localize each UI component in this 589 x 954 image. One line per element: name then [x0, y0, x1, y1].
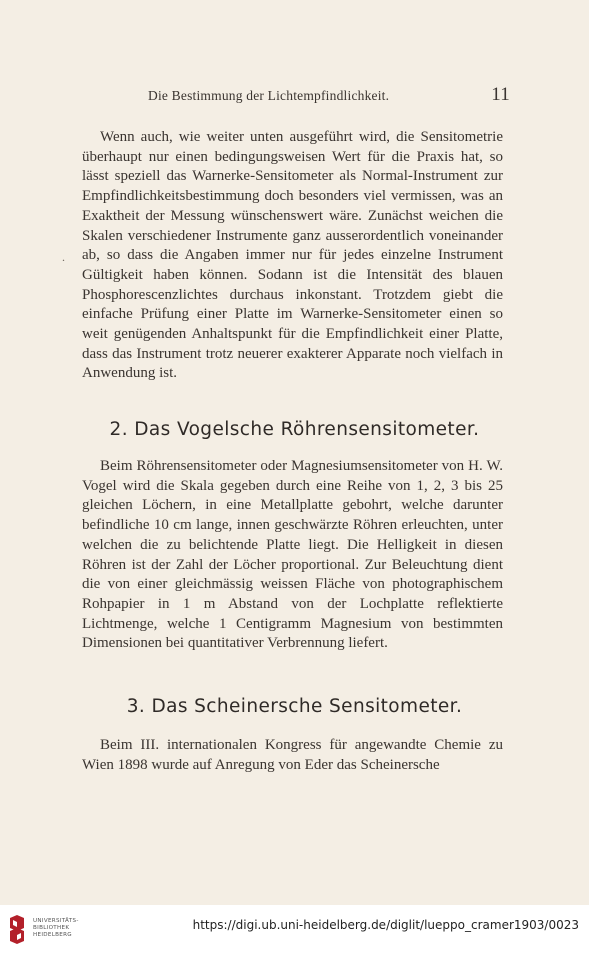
library-logo-icon[interactable] [8, 915, 27, 945]
paragraph-scheiner [82, 736, 503, 775]
paragraph-2-text: Beim Röhrensensitometer oder Magnesiumsensitometer von H. W. Vogel wird die Skala gegeben durch eine Reihe von 1, 2, 3 bis 25 gleichen Löchern, in eine Metallplatte gebohrt, welche darunter befindliche 10 cm lange, innen geschwärzte Röhren erleuchten, unter welchen die zu belichtende Platte liegt. Die Helligkeit in diesen Röhren ist der Zahl der Löcher proportional. Zur Beleuchtung dient die von einer gleichmässig weissen Fläche von photographischem Rohpapier in 1 m Abstand von der Lochplatte reflektierte Lichtmenge, welche 1 Centigramm Magnesium von bestimmten Dimensionen bei quantitativer Verbrennung liefert. [82, 458, 503, 652]
library-logo-text [33, 918, 79, 939]
section-heading-vogel: 2. Das Vogelsche Röhrensensitometer. [109, 419, 480, 440]
paragraph-warnerke [82, 128, 503, 384]
paragraph-1-text: Wenn auch, wie weiter unten ausgeführt wird, die Sensitometrie überhaupt nur einen bedingungsweisen Wert für die Praxis hat, so lässt speziell das Warnerke-Sensitometer als Normal-Instrument zur Empfindlichkeitsbestimmung doch besonders viel vermissen, was an Exaktheit der Messung wünschenswert wäre. Zunächst weichen die Skalen verschiedener Instrumente ganz ausserordentlich voneinander ab, so dass die Angaben immer nur für jedes einzelne Instrument Gültigkeit haben können. Sodann ist die Intensität des blauen Phosphorescenzlichtes durchaus inkonstant. Trotzdem giebt die einfache Prüfung einer Platte im Warnerke-Sensitometer einen so weit genügenden Anhaltspunkt für die Empfindlichkeit einer Platte, dass das Instrument trotz neuerer exakterer Apparate noch vielfach in Anwendung ist. [82, 129, 503, 382]
logo-line: HEIDELBERG [33, 932, 72, 938]
logo-line: BIBLIOTHEK [33, 925, 70, 931]
paragraph-3-text: Beim III. internationalen Kongress für angewandte Chemie zu Wien 1898 wurde auf Anregung von Eder das Scheinersche [82, 737, 503, 773]
logo-line: UNIVERSITÄTS- [33, 918, 79, 924]
page-number: 11 [491, 84, 510, 105]
source-url-link[interactable]: https://digi.ub.uni-heidelberg.de/diglit/lueppo_cramer1903/0023 [192, 918, 579, 932]
running-title: Die Bestimmung der Lichtempfindlichkeit. [148, 88, 390, 103]
section-heading-scheiner: 3. Das Scheinersche Sensitometer. [126, 696, 463, 717]
margin-mark: . [62, 250, 65, 264]
paragraph-vogel [82, 457, 503, 654]
